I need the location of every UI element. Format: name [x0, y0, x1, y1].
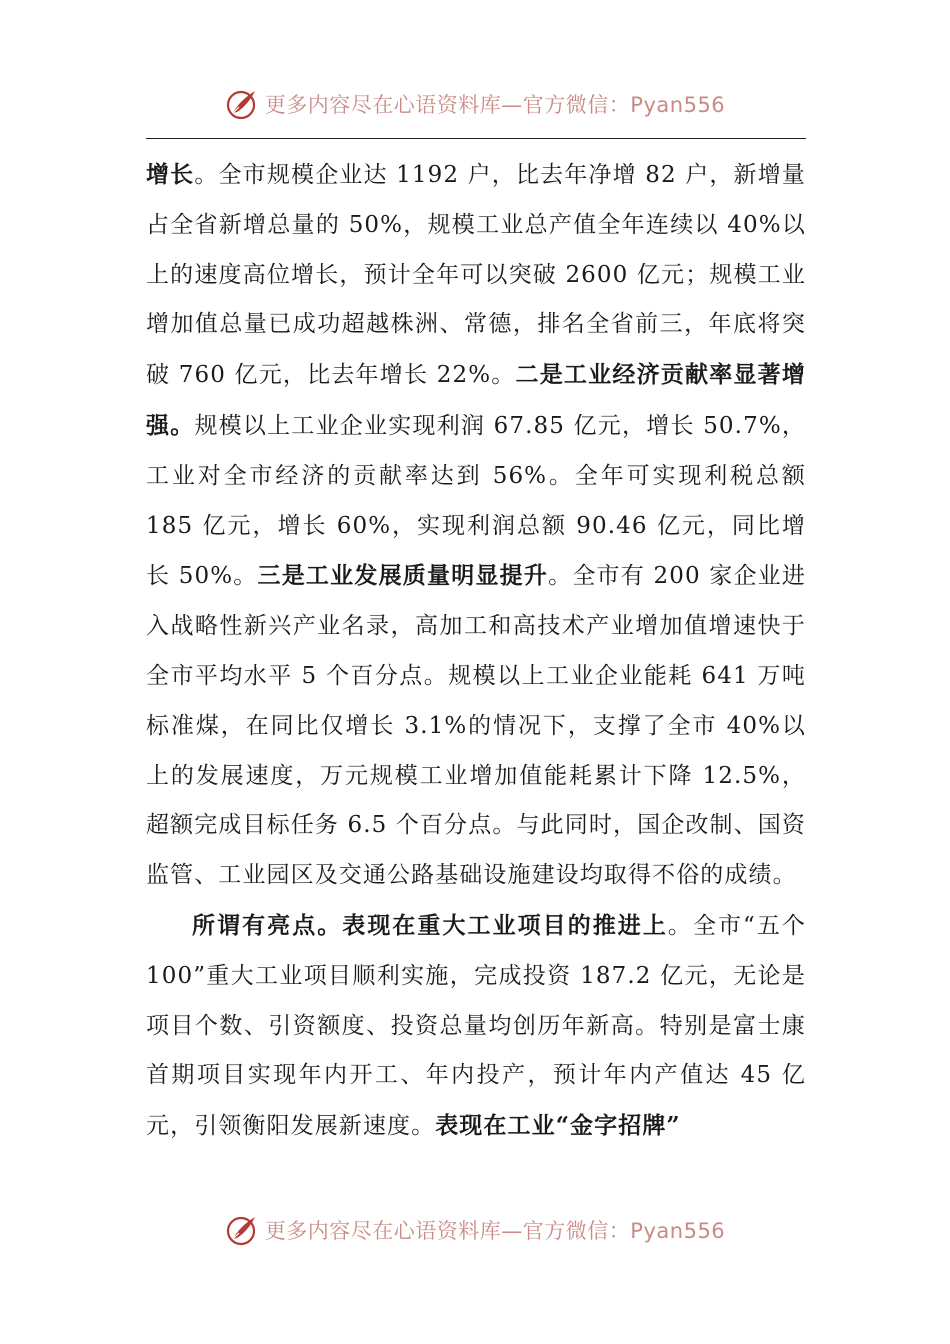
footer-banner-text: 更多内容尽在心语资料库—官方微信：Pyan556 — [264, 1219, 726, 1243]
footer-banner — [0, 1210, 950, 1250]
paragraph-highlights — [146, 901, 806, 1152]
document-body — [146, 150, 806, 1152]
header-divider — [146, 138, 806, 139]
quill-pen-icon — [225, 1213, 259, 1247]
paragraph-industry-growth — [146, 150, 806, 901]
body-text: 。全市有 200 家企业进入战略性新兴产业名录，高加工和高技术产业增加值增速快于全市平均水平 5 个百分点。规模以上工业企业能耗 641 万吨标准煤，在同比仅增长 3.1%的情况下，支撑了全市 40%以上的发展速度，万元规模工业增加值能耗累计下降 12.5%，超额完成目标任务 6.5 个百分点。与此同时，国企改制、国资监管、工业园区及交通公路基础设施建设均取得不俗的成绩。 — [146, 563, 806, 889]
body-text: 。全市规模企业达 1192 户，比去年净增 82 户，新增量占全省新增总量的 50%，规模工业总产值全年连续以 40%以上的速度高位增长，预计全年可以突破 2600 亿元；规模工业增加值总量已成功超越株洲、常德，排名全省前三，年底将突破 760 亿元，比去年增长 22%。 — [146, 162, 806, 389]
bold-lead: 增长 — [146, 161, 195, 188]
header-banner — [0, 84, 950, 124]
bold-heading-contribution: 二是工业经济贡献率显著增强。 — [146, 361, 806, 439]
quill-pen-icon — [225, 87, 259, 121]
body-text: 。全市“五个 100”重大工业项目顺利实施，完成投资 187.2 亿元，无论是项目个数、引资额度、投资总量均创历年新高。特别是富士康首期项目实现年内开工、年内投产，预计年内产值达 45 亿元，引领衡阳发展新速度。 — [146, 912, 807, 1140]
bold-heading-brand: 表现在工业“金字招牌” — [435, 1112, 681, 1140]
bold-heading-highlights: 所谓有亮点。表现在重大工业项目的推进上 — [192, 911, 668, 939]
header-banner-text: 更多内容尽在心语资料库—官方微信：Pyan556 — [264, 93, 726, 117]
bold-heading-quality: 三是工业发展质量明显提升 — [257, 562, 549, 590]
body-text: 规模以上工业企业实现利润 67.85 亿元，增长 50.7%，工业对全市经济的贡献率达到 56%。全年可实现利税总额 185 亿元，增长 60%，实现利润总额 90.46 亿元，同比增长 50%。 — [146, 412, 806, 590]
